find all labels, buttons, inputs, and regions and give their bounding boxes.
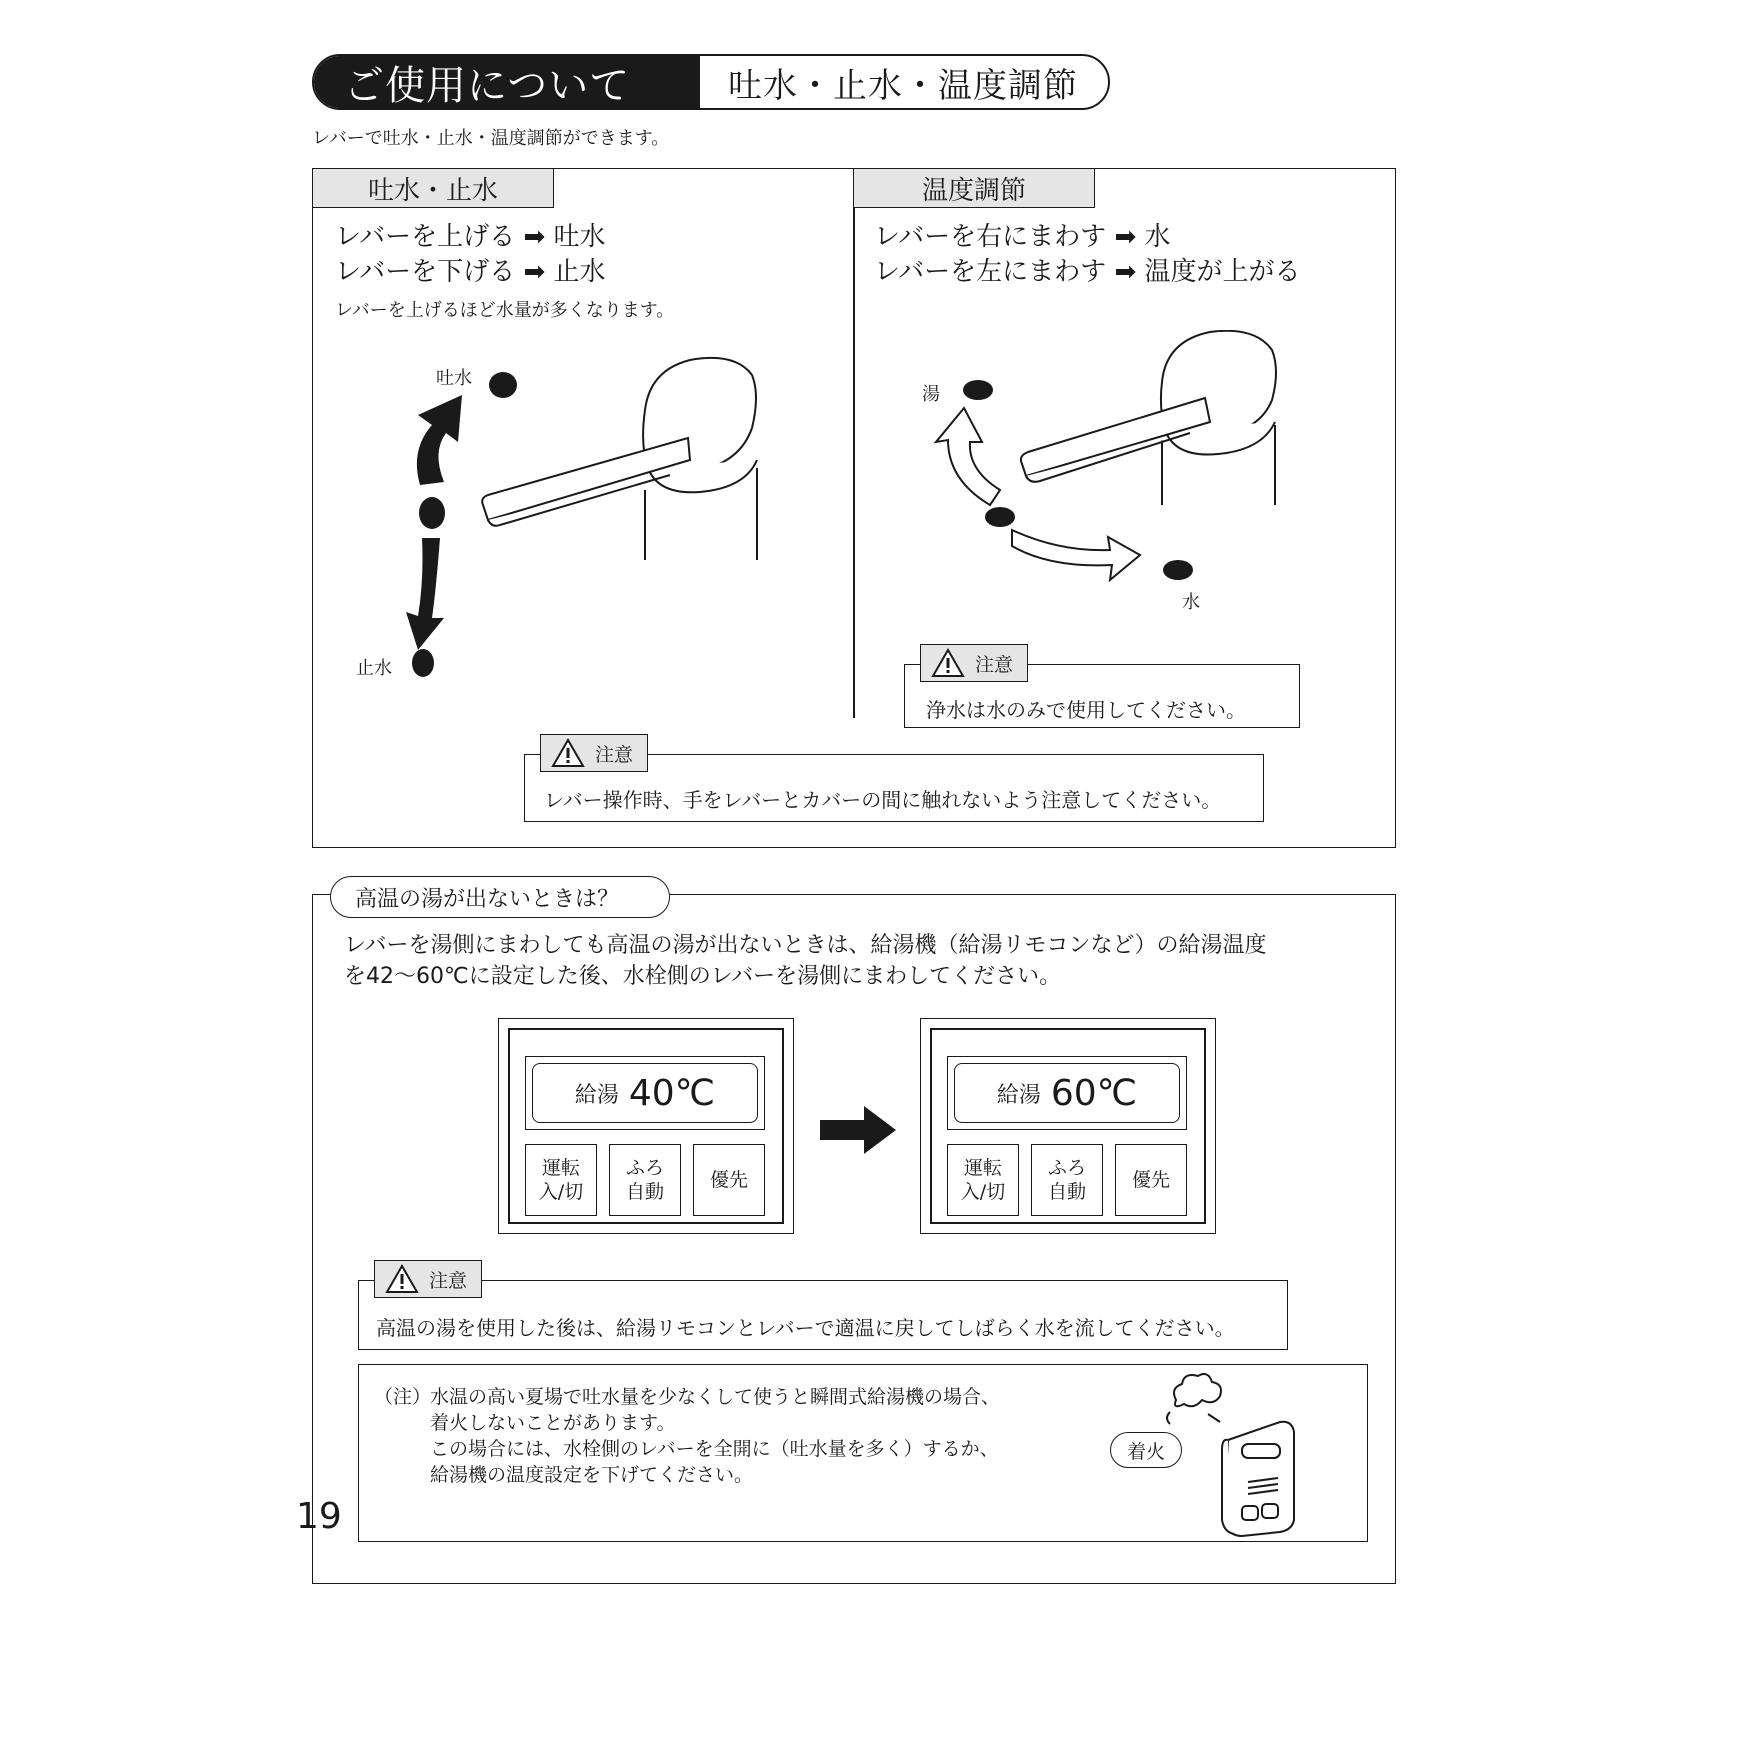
remote-display-screen <box>532 1063 758 1123</box>
warning-icon <box>931 648 965 678</box>
bath-auto-button[interactable] <box>1031 1144 1103 1216</box>
remote-display <box>947 1056 1187 1130</box>
bath-auto-line2: 自動 <box>1047 1181 1086 1203</box>
faucet-temperature-illustration <box>900 330 1300 610</box>
tab-temperature: 温度調節 <box>853 168 1095 208</box>
remote-display-screen <box>954 1063 1180 1123</box>
hot-water-body-1: レバーを湯側にまわしても高温の湯が出ないときは、給湯機（給湯リモコンなど）の給湯温度 <box>344 933 1267 958</box>
label-flow-on: 吐水 <box>436 368 472 389</box>
hot-water-body-2: を42～60℃に設定した後、水栓側のレバーを湯側にまわしてください。 <box>344 964 1062 989</box>
caution-text-lever: レバー操作時、手をレバーとカバーの間に触れないよう注意してください。 <box>544 788 1222 812</box>
priority-label: 優先 <box>709 1169 748 1191</box>
caution-text-filter: 浄水は水のみで使用してください。 <box>926 698 1246 722</box>
caution-tab-lever <box>540 734 648 772</box>
remote-before <box>498 1018 794 1234</box>
temp-line-1: レバーを右にまわす ➡ 水 <box>874 222 1171 252</box>
faucet-icon <box>1021 331 1276 505</box>
label-flow-off: 止水 <box>356 658 392 679</box>
bath-auto-button[interactable] <box>609 1144 681 1216</box>
arrow-right-icon <box>818 1104 898 1156</box>
remote-frame <box>508 1028 784 1224</box>
bath-auto-line2: 自動 <box>625 1181 664 1203</box>
bath-auto-line1: ふろ <box>625 1157 664 1179</box>
bath-auto-line1: ふろ <box>1047 1157 1086 1179</box>
ignition-label <box>1110 1432 1182 1468</box>
remote-after <box>920 1018 1216 1234</box>
priority-button[interactable] <box>693 1144 765 1216</box>
caution-title: 注意 <box>595 743 634 766</box>
priority-label: 優先 <box>1131 1169 1170 1191</box>
ignition-label-text: 着火 <box>1126 1440 1165 1463</box>
faucet-flow-illustration <box>340 350 780 690</box>
heading-title: ご使用について <box>314 56 700 108</box>
power-button-line1: 運転 <box>541 1157 580 1179</box>
power-button-line1: 運転 <box>963 1157 1002 1179</box>
section-heading <box>312 54 1110 110</box>
warning-icon <box>385 1264 419 1294</box>
hot-water-question: 高温の湯が出ないときは？ <box>330 876 670 918</box>
temp-line-2: レバーを左にまわす ➡ 温度が上がる <box>874 257 1301 287</box>
caution-tab-hot-water <box>374 1260 482 1298</box>
display-temperature: 60℃ <box>1050 1072 1138 1114</box>
warning-icon <box>551 738 585 768</box>
power-button-line2: 入/切 <box>960 1181 1006 1203</box>
heading-subtitle: 吐水・止水・温度調節 <box>728 65 1078 106</box>
flow-line-1: レバーを上げる ➡ 吐水 <box>335 222 606 252</box>
power-button-line2: 入/切 <box>538 1181 584 1203</box>
remote-display <box>525 1056 765 1130</box>
priority-button[interactable] <box>1115 1144 1187 1216</box>
panel-divider <box>853 168 855 718</box>
caution-text-hot-water: 高温の湯を使用した後は、給湯リモコンとレバーで適温に戻してしばらく水を流してください。 <box>376 1316 1235 1340</box>
page-number: 19 <box>296 1496 342 1537</box>
tab-flow: 吐水・止水 <box>312 168 554 208</box>
intro-text: レバーで吐水・止水・温度調節ができます。 <box>312 128 670 149</box>
caution-tab-filter <box>920 644 1028 682</box>
note-line-1: 水温の高い夏場で吐水量を少なくして使うと瞬間式給湯機の場合、 <box>430 1386 1001 1408</box>
note-line-2: 着火しないことがあります。 <box>430 1412 676 1434</box>
faucet-icon <box>482 350 760 560</box>
power-button[interactable] <box>947 1144 1019 1216</box>
power-button[interactable] <box>525 1144 597 1216</box>
note-prefix: （注） <box>374 1386 432 1408</box>
flow-line-2: レバーを下げる ➡ 止水 <box>335 257 606 287</box>
display-label: 給湯 <box>996 1082 1041 1108</box>
display-label: 給湯 <box>574 1082 619 1108</box>
note-line-4: 給湯機の温度設定を下げてください。 <box>430 1464 754 1486</box>
label-cold: 水 <box>1182 592 1200 613</box>
remote-frame <box>930 1028 1206 1224</box>
caution-title: 注意 <box>429 1269 468 1292</box>
note-line-3: この場合には、水栓側のレバーを全開に（吐水量を多く）するか、 <box>430 1438 999 1460</box>
label-hot: 湯 <box>922 384 940 405</box>
flow-note: レバーを上げるほど水量が多くなります。 <box>335 300 675 321</box>
display-temperature: 40℃ <box>628 1072 716 1114</box>
caution-title: 注意 <box>975 653 1014 676</box>
